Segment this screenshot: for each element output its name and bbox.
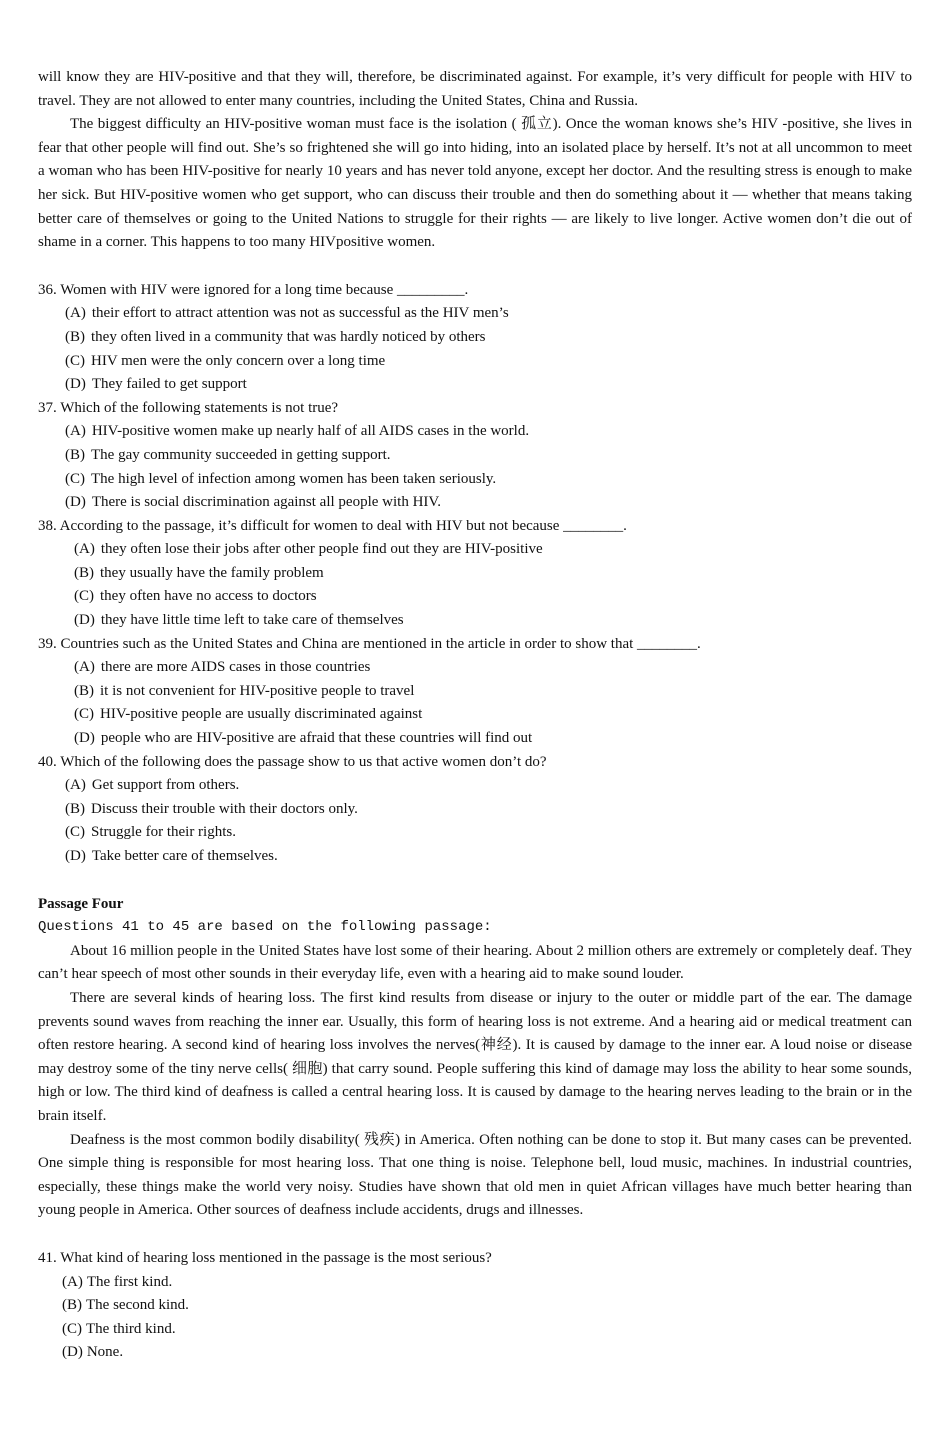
question-38-option-b: (B) they usually have the family problem	[74, 564, 324, 581]
question-38-option-c: (C) they often have no access to doctors	[74, 588, 317, 605]
passage-four-intro: Questions 41 to 45 are based on the following passage:	[38, 919, 492, 936]
question-36-option-b: (B) they often lived in a community that was hardly noticed by others	[65, 328, 486, 345]
question-37-option-a: (A) HIV-positive women make up nearly half of all AIDS cases in the world.	[65, 423, 530, 440]
question-36-option-d: (D) They failed to get support	[65, 376, 247, 393]
question-39-option-c: (C) HIV-positive people are usually discriminated against	[74, 706, 423, 723]
question-40-option-b: (B) Discuss their trouble with their doctors only.	[65, 800, 358, 817]
passage-four-paragraph-3: Deafness is the most common bodily disability( 残疾) in America. Often nothing can be done to stop it. But many cases can be prevented. One simple thing is responsible for most hearing loss. That one thing is noise. Telephone bell, loud music, machines. In industrial countries, especially, these things make the world very noisy. Studies have shown that old men in quiet African villages have much better hearing than young people in America. Other sources of deafness include accidents, drugs and illnesses.	[38, 1131, 912, 1219]
question-36-stem: 36. Women with HIV were ignored for a long time because _________.	[38, 281, 469, 298]
question-37-option-c: (C) The high level of infection among women has been taken seriously.	[65, 470, 497, 487]
passage-four-paragraph-1: About 16 million people in the United States have lost some of their hearing. About 2 million others are extremely or completely deaf. They can’t hear speech of most other sounds in their everyday life, even with a hearing aid to make sound louder.	[38, 942, 912, 983]
question-38-stem: 38. According to the passage, it’s difficult for women to deal with HIV but not because ________.	[38, 517, 627, 534]
document-page	[38, 66, 912, 1365]
question-38-option-a: (A) they often lose their jobs after other people find out they are HIV-positive	[74, 541, 543, 558]
question-37-stem: 37. Which of the following statements is not true?	[38, 399, 339, 416]
question-40-option-c: (C) Struggle for their rights.	[65, 824, 236, 841]
question-36-option-c: (C) HIV men were the only concern over a long time	[65, 352, 386, 369]
question-41-stem: 41. What kind of hearing loss mentioned in the passage is the most serious?	[38, 1249, 492, 1266]
question-41-option-c: (C) The third kind.	[62, 1320, 176, 1337]
question-40-stem: 40. Which of the following does the passage show to us that active women don’t do?	[38, 753, 547, 770]
question-37-option-d: (D) There is social discrimination against all people with HIV.	[65, 494, 442, 511]
question-40-option-d: (D) Take better care of themselves.	[65, 848, 278, 864]
question-41-option-a: (A) The first kind.	[62, 1273, 173, 1290]
question-39-option-b: (B) it is not convenient for HIV-positive people to travel	[74, 682, 415, 699]
question-38-option-d: (D) they have little time left to take care of themselves	[74, 612, 404, 629]
question-39-option-d: (D) people who are HIV-positive are afraid that these countries will find out	[74, 730, 533, 747]
passage-four-heading: Passage Four	[38, 895, 124, 912]
question-40-option-a: (A) Get support from others.	[65, 777, 240, 794]
question-41-option-d: (D) None.	[62, 1344, 124, 1361]
passage-three-paragraph-1: will know they are HIV-positive and that they will, therefore, be discriminated against. For example, it’s very difficult for people with HIV to travel. They are not allowed to enter many countries, including the United States, China and Russia.	[38, 69, 912, 109]
question-39-stem: 39. Countries such as the United States and China are mentioned in the article in order to show that ________.	[38, 635, 701, 652]
question-39-option-a: (A) there are more AIDS cases in those countries	[74, 659, 371, 676]
question-41-option-b: (B) The second kind.	[62, 1297, 189, 1314]
question-36-option-a: (A) their effort to attract attention was not as successful as the HIV men’s	[65, 305, 509, 322]
question-37-option-b: (B) The gay community succeeded in getting support.	[65, 446, 391, 463]
passage-three-paragraph-2: The biggest difficulty an HIV-positive woman must face is the isolation ( 孤立). Once the woman knows she’s HIV -positive, she lives in fear that other people will find out. She’s so frightened she will go into hiding, into an isolated place by herself. It’s not at all uncommon to meet a woman who has been HIV-positive for nearly 10 years and has never told anyone, except her doctor. And the resulting stress is enough to make her sick. But HIV-positive women who get support, who can discuss their trouble and then do something about it — whether that means taking better care of themselves or going to the United Nations to struggle for their rights — are likely to live longer. Active women don’t die out of shame in a corner. This happens to too many HIVpositive women.	[38, 116, 912, 251]
passage-four-paragraph-2: There are several kinds of hearing loss. The first kind results from disease or injury to the outer or middle part of the ear. The damage prevents sound waves from reaching the inner ear. Usually, this form of hearing loss is not extreme. And a hearing aid or medical treatment can often restore hearing. A second kind of hearing loss involves the nerves(神经). It is caused by damage to the inner ear. A loud noise or disease may destroy some of the tiny nerve cells( 细胞) that carry sound. People suffering this kind of damage may loss the ability to hear some sounds, high or low. The third kind of deafness is called a central hearing loss. It is caused by damage to the hearing nerves leading to the brain or in the brain itself.	[38, 989, 912, 1124]
